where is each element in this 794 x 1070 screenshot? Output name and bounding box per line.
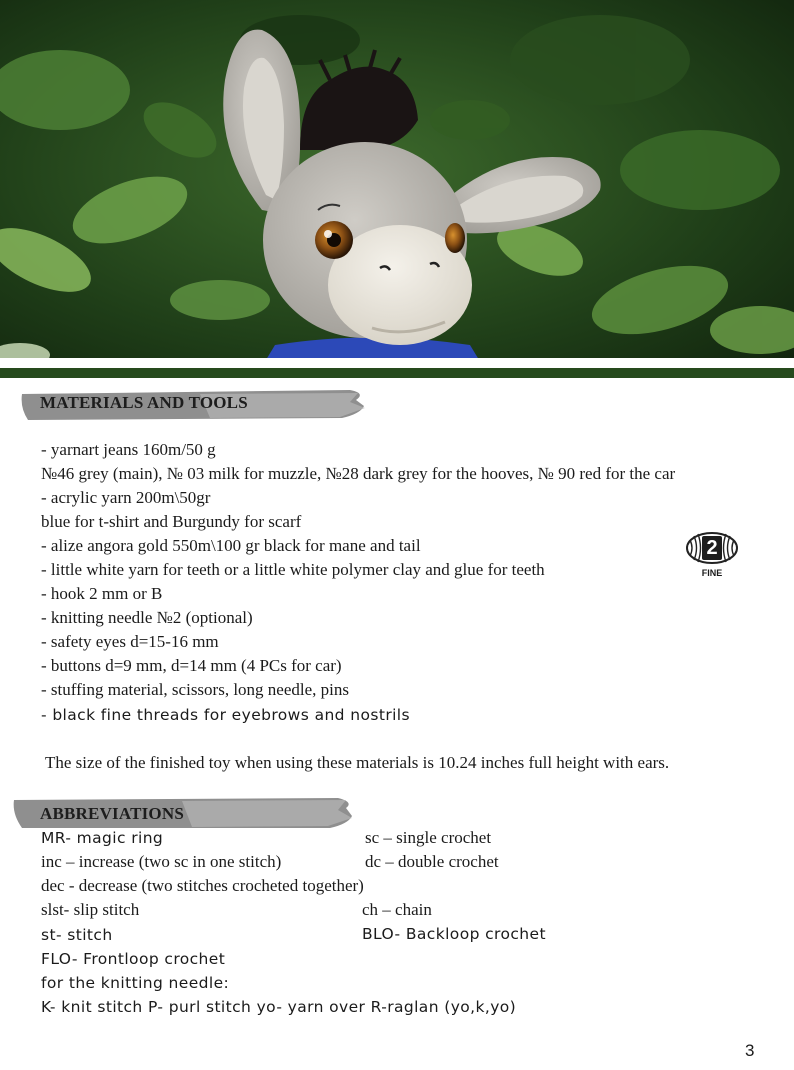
- materials-line: - buttons d=9 mm, d=14 mm (4 PCs for car): [41, 656, 342, 675]
- abbreviation-item: for the knitting needle:: [41, 974, 230, 992]
- abbreviation-item: slst- slip stitch: [41, 900, 140, 919]
- materials-line: - yarnart jeans 160m/50 g: [41, 440, 216, 459]
- abbreviation-item: BLO- Backloop crochet: [362, 925, 546, 943]
- abbreviation-item: ch – chain: [362, 900, 432, 919]
- abbreviation-item: K- knit stitch P- purl stitch yo- yarn over R-raglan (yo,k,yo): [41, 998, 517, 1016]
- page-number: 3: [745, 1041, 755, 1060]
- materials-line: - little white yarn for teeth or a little white polymer clay and glue for teeth: [41, 560, 545, 579]
- materials-line: - stuffing material, scissors, long needle, pins: [41, 680, 349, 699]
- materials-line: - knitting needle №2 (optional): [41, 608, 253, 627]
- abbreviation-item: sc – single crochet: [365, 828, 492, 847]
- abbreviation-item: inc – increase (two sc in one stitch): [41, 852, 282, 871]
- materials-line: - acrylic yarn 200m\50gr: [41, 488, 211, 507]
- yarn-weight-badge: [684, 530, 740, 582]
- hero-photo: [0, 0, 794, 378]
- materials-heading: MATERIALS AND TOOLS: [40, 393, 248, 412]
- abbreviation-item: st- stitch: [41, 926, 113, 944]
- donkey-toy-photo: [0, 0, 794, 378]
- size-note: The size of the finished toy when using these materials is 10.24 inches full height with ears.: [45, 753, 670, 772]
- yarn-weight-label: FINE: [701, 568, 723, 578]
- materials-line: - alize angora gold 550m\100 gr black for mane and tail: [41, 536, 421, 555]
- yarn-weight-number: 2: [706, 537, 718, 559]
- abbreviation-item: FLO- Frontloop crochet: [41, 950, 226, 968]
- abbreviation-item: dec - decrease (two stitches crocheted together): [41, 876, 364, 895]
- abbreviation-item: dc – double crochet: [365, 852, 499, 871]
- materials-line: - black fine threads for eyebrows and nostrils: [41, 706, 410, 724]
- materials-line: blue for t-shirt and Burgundy for scarf: [41, 512, 302, 531]
- materials-line: - safety eyes d=15-16 mm: [41, 632, 219, 651]
- abbreviations-heading: ABBREVIATIONS: [40, 804, 184, 823]
- materials-line: - hook 2 mm or B: [41, 584, 163, 603]
- abbreviation-item: MR- magic ring: [41, 829, 164, 847]
- materials-line: №46 grey (main), № 03 milk for muzzle, №28 dark grey for the hooves, № 90 red for the car: [41, 464, 676, 483]
